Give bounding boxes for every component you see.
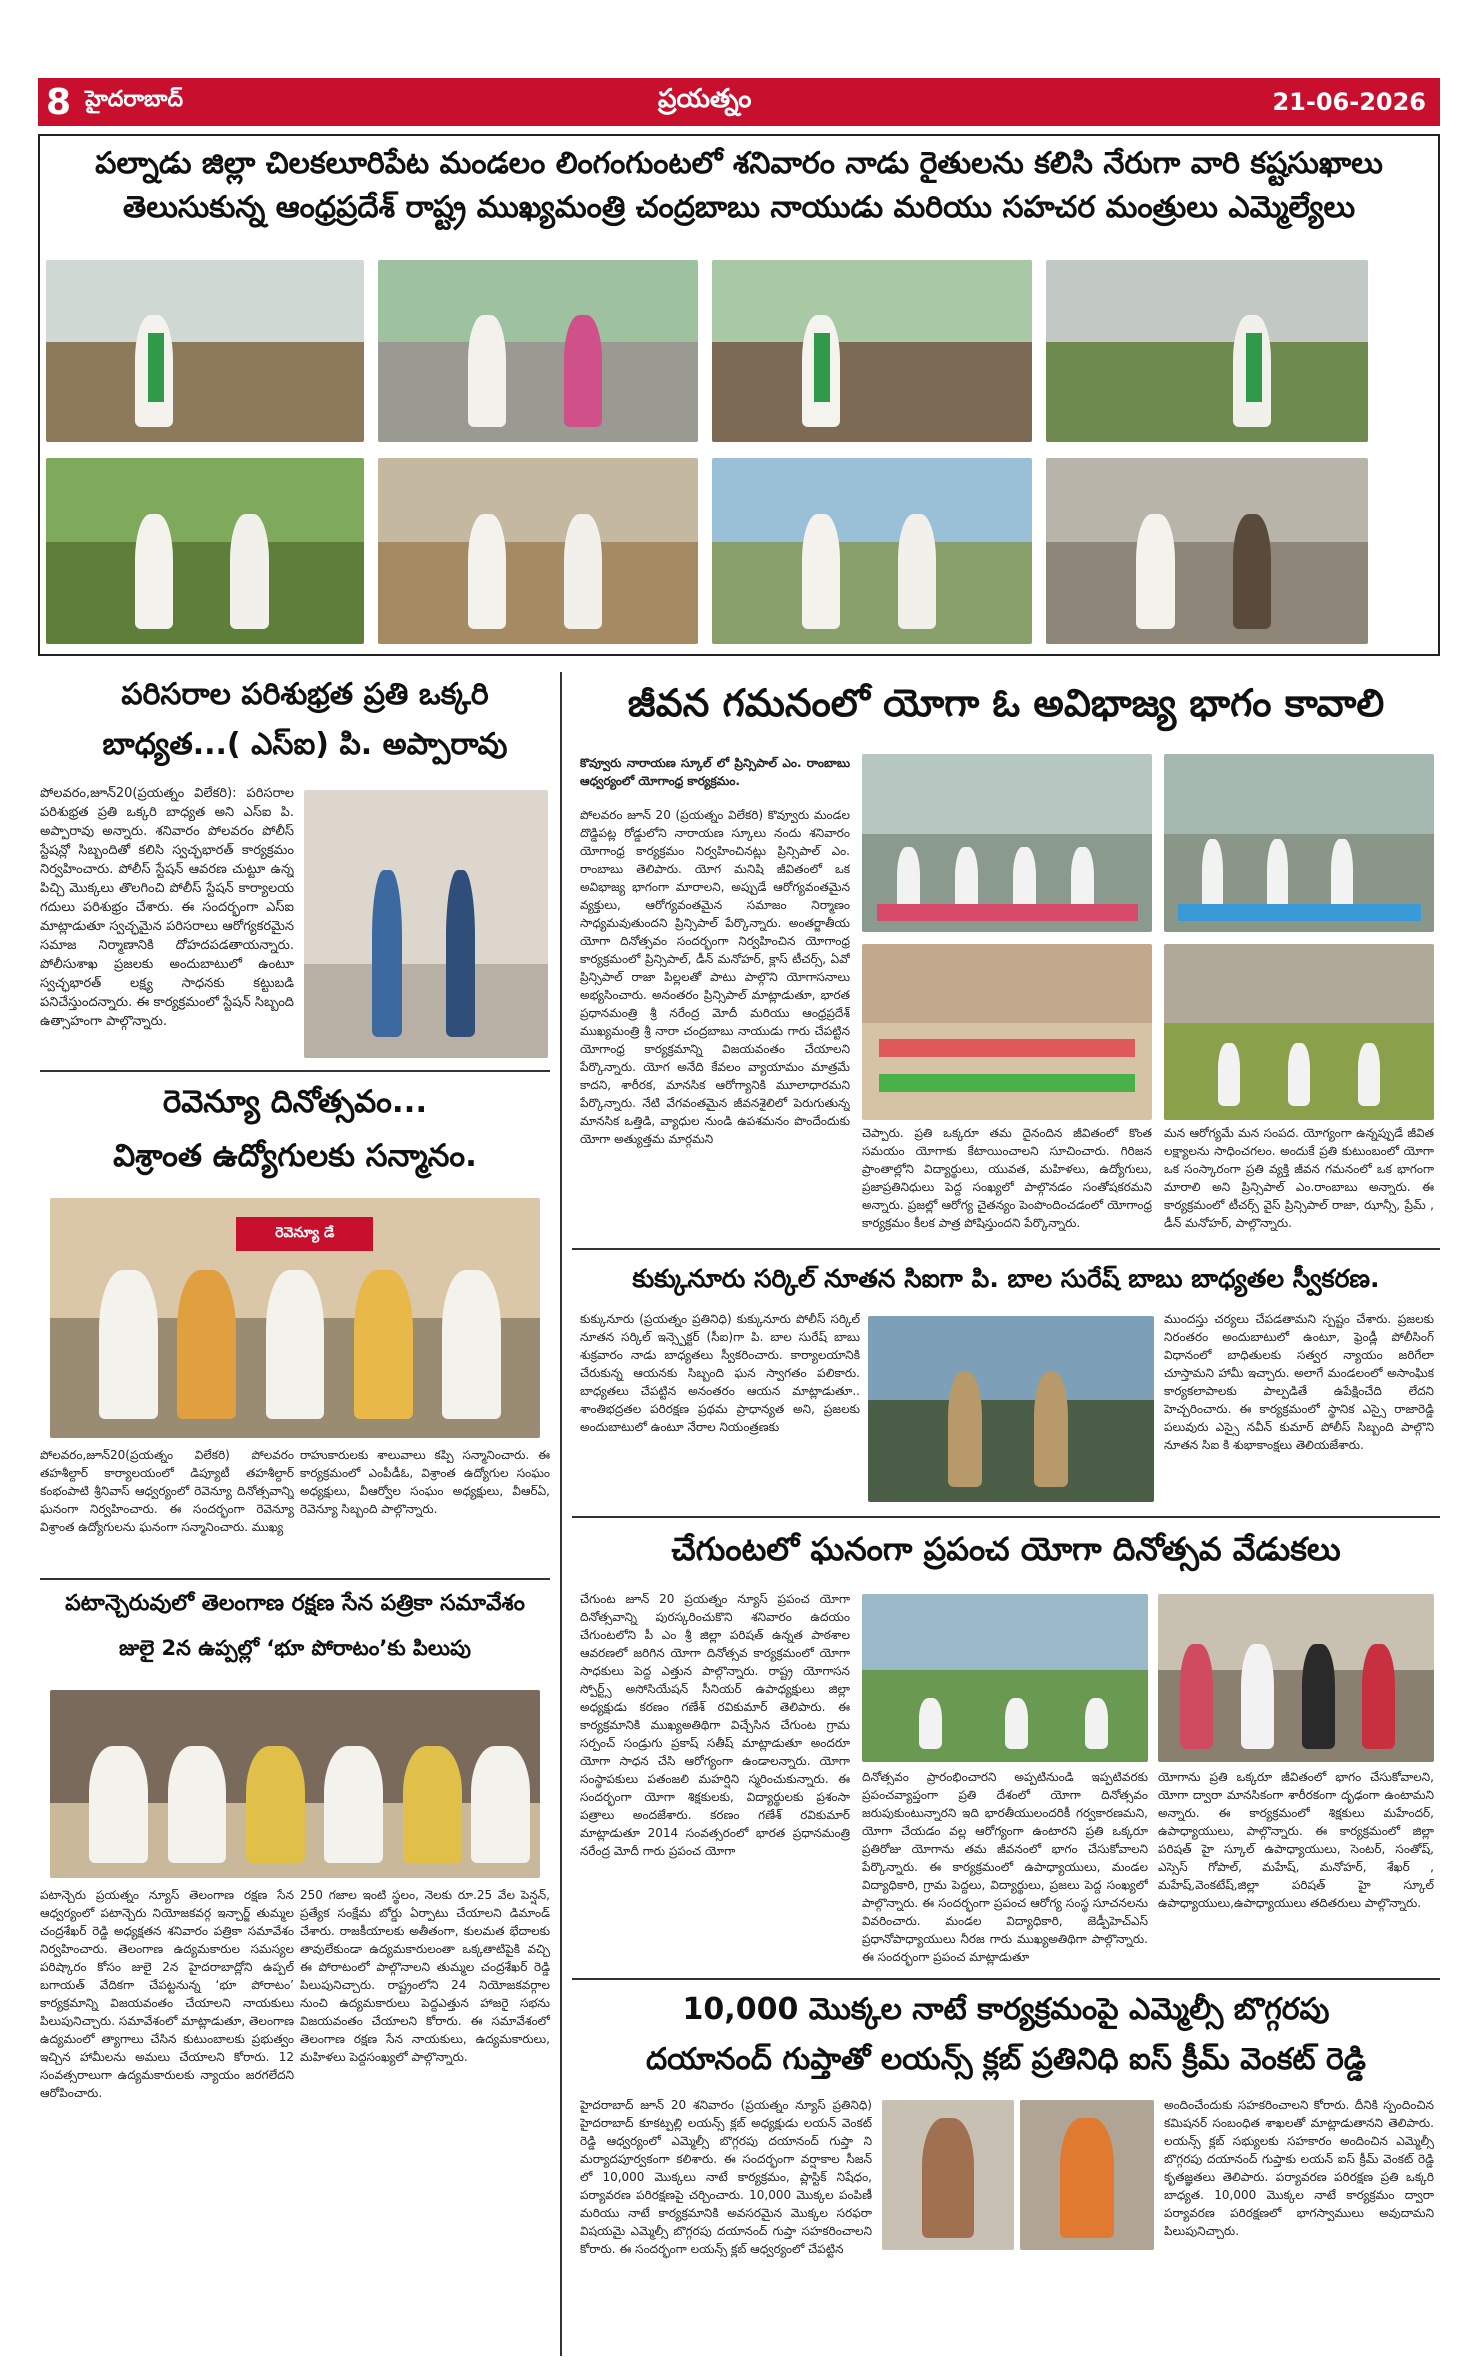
yoga-body-col3: మన ఆరోగ్యమే మన సంపద. యోగ్యంగా ఉన్నప్పుడే జీవిత లక్ష్యాలను సాధించగలం. అందుకే ప్రతి కుటుంబంలో యోగా ఒక సంస్కారంగా ప్రతి వ్యక్తి జీవన గమనంలో ఒక భాగంగా మారాలి అని ప్రిన్సిపాల్ ఎం.రాంబాబు అన్నారు. ఈ కార్యక్రమంలో టీచర్స్ వైస్ ప్రిన్సిపాల్ రాజా, ఝాన్సీ, ప్రేమ్ , డీన్ మనోహర్, పాల్గొన్నారు. — [1164, 1126, 1434, 1230]
paper-name: ప్రయత్నం — [658, 84, 752, 114]
chegunta-headline: చేగుంటలో ఘనంగా ప్రపంచ యోగా దినోత్సవ వేడుకలు — [671, 1530, 1341, 1568]
top-story-photo — [712, 458, 1032, 644]
yoga-body-col1: పోలవరం జూన్ 20 (ప్రయత్నం విలేకరి) కొవ్వూరు మండల దొడ్డిపట్ల రోడ్డులోని నారాయణ స్కూలు నందు శనివారం యోగాంధ్ర కార్యక్రమం నిర్వహించినట్లు ప్రిన్సిపాల్ ఎం. రాంబాబు తెలిపారు. యోగ మనిషి జీవితంలో ఒక అవిభాజ్య భాగంగా మారాలని, అప్పుడే ఆరోగ్యవంతమైన వ్యక్తులు, ఆరోగ్యవంతమైన సమాజం నిర్మాణం సాధ్యమవుతుందని ప్రిన్సిపాల్ పేర్కొన్నారు. అంతర్జాతీయ యోగా దినోత్సవం సందర్భంగా నిర్వహించిన యోగాంధ్ర కార్యక్రమంలో ప్రిన్సిపాల్, డీన్ మనోహర్, క్లాస్ టీచర్స్, ఏవో ప్రిన్సిపాల్ రాజా పిల్లలతో పాటు పాల్గొని యోగాసనాలు అభ్యసించారు. అనంతరం ప్రిన్సిపాల్ మాట్లాడుతూ, భారత ప్రధానమంత్రి శ్రీ నరేంద్ర మోదీ మరియు ఆంధ్రప్రదేశ్ ముఖ్యమంత్రి శ్రీ నారా చంద్రబాబు నాయుడు గారు చేపట్టిన యోగాంధ్ర కార్యక్రమాన్ని విజయవంతం చేయాలని పేర్కొన్నారు. యోగ అనేది కేవలం వ్యాయామం మాత్రమే కాదని, శారీరక, మానసిక ఆరోగ్యానికి మూలాధారమని పేర్కొన్నారు. నేటి వేగవంతమైన జీవనశైలిలో పెరుగుతున్న మానసిక ఒత్తిడి, వ్యాధుల నుండి ఉపశమనం పొందేందుకు యోగా అత్యుత్తమ మార్గమని — [580, 808, 850, 1146]
revenue-body-left: పోలవరం,జూన్20(ప్రయత్నం విలేకరి) పోలవరం తహశీల్దార్ కార్యాలయంలో డిప్యూటీ తహశీల్దార్ కంభంపాటి శ్రీనివాస్ ఆధ్వర్యంలో రెవెన్యూ దినోత్సవాన్ని ఘనంగా నిర్వహించారు. ఈ సందర్భంగా రెవెన్యూ విశ్రాంత ఉద్యోగులను ఘనంగా సన్మానించారు. ముఖ్య — [40, 1448, 294, 1534]
page-number: 8 — [46, 81, 72, 123]
revenue-headline-line1: రెవెన్యూ దినోత్సవం... — [162, 1084, 428, 1120]
telangana-headline-line2: జులై 2న ఉప్పల్లో ‘భూ పోరాటం’కు పిలుపు — [119, 1636, 471, 1660]
kukkunuru-headline: కుక్కునూరు సర్కిల్ నూతన సిఐగా పి. బాల సురేష్ బాబు బాధ్యతల స్వీకరణ. — [632, 1264, 1380, 1293]
divider — [572, 1516, 1440, 1518]
telangana-headline-line1: పటాన్చెరువులో తెలంగాణ రక్షణ సేన పత్రికా సమావేశం — [65, 1591, 525, 1616]
yoga-headline: జీవన గమనంలో యోగా ఓ అవిభాజ్య భాగం కావాలి — [627, 681, 1385, 725]
top-story-headline-line2: తెలుసుకున్న ఆంధ్రప్రదేశ్ రాష్ట్ర ముఖ్యమంత్రి చంద్రబాబు నాయుడు మరియు సహచర మంత్రులు ఎమ్మెల్యేలు — [122, 190, 1356, 225]
issue-date: 21-06-2026 — [1272, 88, 1426, 116]
yoga-subhead: కొవ్వూరు నారాయణ స్కూల్ లో ప్రిన్సిపాల్ ఎం. రాంబాబు ఆధ్వర్యంలో యోగాంధ్ర కార్యక్రమం. — [580, 756, 850, 788]
chegunta-photo — [1158, 1594, 1434, 1762]
chegunta-body-col1: చేగుంట జూన్ 20 ప్రయత్నం న్యూస్ ప్రపంచ యోగా దినోత్సవాన్ని పురస్కరించుకొని శనివారం ఉదయం చేగుంటలోని పీ ఎం శ్రీ జిల్లా పరిషత్ ఉన్నత పాఠశాల ఆవరణలో జరిగిన యోగా దినోత్సవ కార్యక్రమంలో యోగా సాధకులు పెద్ద ఎత్తున పాల్గొన్నారు. రాష్ట్ర యోగాసన స్పోర్ట్స్ అసోసియేషన్ సీనియర్ ఉపాధ్యక్షులు జిల్లా అధ్యక్షుడు కరణం గణేశ్ రవికుమార్ తెలిపారు. ఈ కార్యక్రమానికి ముఖ్యఅతిథిగా విచ్చేసిన చేగుంట గ్రామ సర్పంచ్ సండ్రుగు ప్రకాష్ సతీష్ మాట్లాడుతూ అందరూ యోగా సాధన చేసి ఆరోగ్యంగా ఉండాలన్నారు. యోగా సంస్థాపకులు పతంజలి మహర్షిని స్మరించుకున్నారు. ఈ సందర్భంగా యోగా శిక్షకులకు, విద్యార్థులకు ప్రశంసా పత్రాలు అందజేశారు. కరణం గణేశ్ రవికుమార్ మాట్లాడుతూ 2014 సంవత్సరంలో భారత ప్రధానమంత్రి నరేంద్ర మోదీ గారు ప్రపంచ యోగా — [580, 1592, 850, 1858]
cleanliness-headline-line2: బాధ్యత...( ఎస్ఐ) పి. అప్పారావు — [102, 727, 508, 762]
yoga-body-col2: చెప్పారు. ప్రతి ఒక్కరూ తమ దైనందిన జీవితంలో కొంత సమయం యోగాకు కేటాయించాలని సూచించారు. గిరిజన ప్రాంతాల్లోని విద్యార్థులు, యువత, మహిళలు, ఉద్యోగులు, ప్రజాప్రతినిధులు పెద్ద సంఖ్యలో పాల్గొనడం సంతోషకరమని అన్నారు. ప్రజల్లో ఆరోగ్య చైతన్యం పెంపొందించడంలో యోగాంధ్ర కార్యక్రమం కీలక పాత్ర పోషిస్తుందని పేర్కొన్నారు. — [862, 1126, 1152, 1230]
revenue-body-right: రాహుకారులకు శాలువాలు కప్పి సన్మానించారు. ఈ కార్యక్రమంలో ఎంపీడీఓ, విశ్రాంత ఉద్యోగుల సంఘం అధ్యక్షులు, వీఆర్వోల సంఘం అధ్యక్షులు, వీఆర్ఏ, రెవెన్యూ సిబ్బంది పాల్గొన్నారు. — [300, 1448, 550, 1516]
top-story — [38, 134, 1440, 656]
yoga-photo — [862, 754, 1152, 932]
lions-photo — [882, 2100, 1014, 2250]
chegunta-body-col3: యోగాను ప్రతి ఒక్కరూ జీవితంలో భాగం చేసుకోవాలని, యోగా ద్వారా మానసికంగా శారీరకంగా దృఢంగా ఉంటామని అన్నారు. ఈ కార్యక్రమంలో శిక్షకులు మహేందర్, ఉపాధ్యాయులు, పాల్గొన్నారు. ఈ కార్యక్రమంలో జిల్లా పరిషత్ హై స్కూల్ ఉపాధ్యాయులు, సెంటర్, సంతోష్, ఎస్సెస్ గోపాల్, మహేష్, మనోహర్, శేఖర్ , మహేష్,వెంకటేష్,జిల్లా పరిషత్ హై స్కూల్ ఉపాధ్యాయులు,ఉపాధ్యాయులు తదితరులు పాల్గొన్నారు. — [1158, 1770, 1434, 1910]
telangana-photo — [50, 1690, 540, 1878]
revenue-photo — [50, 1198, 540, 1438]
chegunta-photo — [862, 1594, 1148, 1762]
cleanliness-headline-line1: పరిసరాల పరిశుభ్రత ప్రతి ఒక్కరి — [121, 677, 489, 712]
divider — [40, 1070, 550, 1072]
lions-headline-line1: 10,000 మొక్కల నాటే కార్యక్రమంపై ఎమ్మెల్సీ బొగ్గరపు — [682, 1992, 1330, 2027]
telangana-body-col2: 250 గజాల ఇంటి స్థలం, నెలకు రూ.25 వేల పెన్షన్, ప్రత్యేక సంక్షేమ బోర్డు ఏర్పాటు చేయాలని డిమాండ్ చేశారు. రాజకీయాలకు అతీతంగా, కులమత భేదాలకు తావులేకుండా ఉద్యమకారులంతా ఒక్కతాటిపైకి వచ్చి ఈ పోరాటంలో పాల్గొనాలని తుమ్మల చంద్రశేఖర్ రెడ్డి పిలుపునిచ్చారు. రాష్ట్రంలోని 24 నియోజకవర్గాల నుంచి ఉద్యమకారులు పెద్దఎత్తున హాజరై సభను విజయవంతం చేయాలని కోరారు. ఈ సమావేశంలో తెలంగాణ రక్షణ సేన నాయకులు, ఉద్యమకారులు, మహిళలు పెద్దసంఖ్యలో పాల్గొన్నారు. — [300, 1888, 550, 2064]
chegunta-body-col2: దినోత్సవం ప్రారంభించారని అప్పటినుండి ఇప్పటివరకు ప్రపంచవ్యాప్తంగా ప్రతి దేశంలో యోగా దినోత్సవం జరుపుకుంటున్నారని ఇది భారతీయులందరికీ గర్వకారణమని, యోగా చేయడం వల్ల ఆరోగ్యంగా ఉంటారని ప్రతి ఒక్కరూ ప్రతిరోజు యోగాను తమ జీవనంలో భాగం చేసుకోవాలని పేర్కొన్నారు. ఈ కార్యక్రమంలో ఉపాధ్యాయులు, మండల విద్యాధికారి, గ్రామ పెద్దలు, విద్యార్థులు, ప్రజలు పెద్ద సంఖ్యలో పాల్గొన్నారు. ఈ సందర్భంగా ప్రపంచ ఆరోగ్య సంస్థ సూచనలను వివరించారు. మండల విద్యాధికారి, జెడ్పీహెచ్ఎస్ ప్రధానోపాధ్యాయులు నీరజ గారు ముఖ్యఅతిథిగా పాల్గొన్నారు. ఈ సందర్భంగా ప్రపంచ మాట్లాడుతూ — [862, 1770, 1148, 1964]
top-story-photo — [46, 260, 364, 442]
column-divider — [560, 672, 562, 2356]
lions-body-left: హైదరాబాద్ జూన్ 20 శనివారం (ప్రయత్నం న్యూస్ ప్రతినిధి) హైదరాబాద్ కూకట్పల్లి లయన్స్ క్లబ్ అధ్యక్షుడు లయన్ వెంకట్ రెడ్డి ఆధ్వర్యంలో ఎమ్మెల్సీ బొగ్గరపు దయానంద్ గుప్తా ని మర్యాదపూర్వకంగా కలిశారు. ఈ సందర్భంగా వర్షాకాల సీజన్ లో 10,000 మొక్కలు నాటే కార్యక్రమం, ప్లాస్టిక్ నిషేధం, పర్యావరణ పరిరక్షణపై చర్చించారు. 10,000 మొక్కల పంపిణీ మరియు నాటే కార్యక్రమానికి అవసరమైన మొక్కల సరఫరా విషయమై ఎమ్మెల్సీ బొగ్గరపు దయానంద్ గుప్తా సహకరించాలని కోరారు. ఈ సందర్భంగా లయన్స్ క్లబ్ ఆధ్వర్యంలో చేపట్టిన — [580, 2098, 872, 2256]
city-name: హైదరాబాద్ — [85, 87, 184, 112]
top-story-headline-line1: పల్నాడు జిల్లా చిలకలూరిపేట మండలం లింగంగుంటలో శనివారం నాడు రైతులను కలిసి నేరుగా వారి కష్టసుఖాలు — [95, 146, 1383, 181]
top-story-photo — [378, 260, 698, 442]
top-story-photo — [378, 458, 698, 644]
divider — [40, 1578, 550, 1580]
lions-headline-line2: దయానంద్ గుప్తాతో లయన్స్ క్లబ్ ప్రతినిధి ఐస్ క్రీమ్ వెంకట్ రెడ్డి — [646, 2042, 1366, 2077]
telangana-body-col1: పటాన్చెరు ప్రయత్నం న్యూస్ తెలంగాణ రక్షణ సేన ఆధ్వర్యంలో పటాన్చెరు నియోజకవర్గ ఇన్చార్జ్ తుమ్మల చంద్రశేఖర్ రెడ్డి అధ్యక్షతన శనివారం పత్రికా సమావేశం నిర్వహించారు. తెలంగాణ ఉద్యమకారుల సమస్యల పరిష్కారం కోసం జులై 2న హైదరాబాద్లోని ఉప్పల్ బగాయత్ వేదికగా చేపట్టనున్న ‘భూ పోరాటం’ కార్యక్రమాన్ని విజయవంతం చేయాలని నాయకులు పిలుపునిచ్చారు. సమావేశంలో మాట్లాడుతూ, తెలంగాణ ఉద్యమంలో త్యాగాలు చేసిన కుటుంబాలకు ప్రభుత్వం ఇచ్చిన హామీలను అమలు చేయాలని కోరారు. 12 సంవత్సరాలుగా ఉద్యమకారులకు న్యాయం జరగలేదని ఆరోపించారు. — [40, 1888, 294, 2100]
top-story-photo — [1046, 458, 1368, 644]
top-story-photo — [712, 260, 1032, 442]
kukkunuru-photo — [868, 1316, 1154, 1502]
yoga-photo — [1164, 944, 1434, 1120]
revenue-headline-line2: విశ్రాంత ఉద్యోగులకు సన్మానం. — [113, 1138, 477, 1174]
cleanliness-body: పోలవరం,జూన్20(ప్రయత్నం విలేకరి): పరిసరాల పరిశుభ్రత ప్రతి ఒక్కరి బాధ్యత అని ఎస్ఐ పి. అప్పారావు అన్నారు. శనివారం పోలవరం పోలీస్ స్టేషన్లో సిబ్బందితో కలిసి స్వచ్ఛభారత్ కార్యక్రమం నిర్వహించారు. పోలీస్ స్టేషన్ ఆవరణ చుట్టూ ఉన్న పిచ్చి మొక్కలు తొలగించి పోలీస్ స్టేషన్ కార్యాలయ గదులు పరిశుభ్రం చేశారు. ఈ సందర్భంగా ఎస్ఐ మాట్లాడుతూ స్వచ్ఛమైన పరిసరాలు ఆరోగ్యకరమైన సమాజ నిర్మాణానికి దోహదపడతాయన్నారు. పోలీసుశాఖ ప్రజలకు అందుబాటులో ఉంటూ స్వచ్ఛభారత్ లక్ష్య సాధనకు కట్టుబడి పనిచేస్తుందన్నారు. ఈ కార్యక్రమంలో స్టేషన్ సిబ్బంది ఉత్సాహంగా పాల్గొన్నారు. — [40, 786, 294, 1029]
yoga-photo — [862, 944, 1152, 1120]
lions-body-right: అందించేందుకు సహకరించాలని కోరారు. దీనికి స్పందించిన కమిషనర్ సంబంధిత శాఖలతో మాట్లాడుతానని తెలిపారు. లయన్స్ క్లబ్ సభ్యులకు సహకారం అందించిన ఎమ్మెల్సీ బొగ్గరపు దయానంద్ గుప్తాకు లయన్ ఐస్ క్రీమ్ వెంకట్ రెడ్డి కృతజ్ఞతలు తెలిపారు. పర్యావరణ పరిరక్షణ ప్రతి ఒక్కరి బాధ్యత. 10,000 మొక్కల నాటే కార్యక్రమం ద్వారా పర్యావరణ పరిరక్షణలో భాగస్వాములు అవుదామని పిలుపునిచ్చారు. — [1164, 2098, 1434, 2238]
divider — [572, 1248, 1440, 1250]
kukkunuru-body-right: ముందస్తు చర్యలు చేపడతామని స్పష్టం చేశారు. ప్రజలకు నిరంతరం అందుబాటులో ఉంటూ, ఫ్రెండ్లీ పోలీసింగ్ విధానంలో బాధితులకు సత్వర న్యాయం జరిగేలా చూస్తామని హామీ ఇచ్చారు. అలాగే మండలంలో అసాంఘిక కార్యకలాపాలకు పాల్పడితే ఉపేక్షించేది లేదని హెచ్చరించారు. ఈ కార్యక్రమంలో స్థానిక ఎస్సై రాజారెడ్డి పలువురు ఎస్సై నవీన్ కుమార్ పోలీస్ సిబ్బంది పాల్గొని నూతన సిఐ కి శుభాకాంక్షలు తెలియజేశారు. — [1164, 1312, 1434, 1452]
top-story-photo — [46, 458, 364, 644]
revenue-banner: రెవెన్యూ డే — [236, 1217, 373, 1251]
cleanliness-photo — [304, 790, 548, 1058]
masthead — [38, 78, 1440, 126]
yoga-photo — [1164, 754, 1434, 932]
divider — [572, 1978, 1440, 1980]
kukkunuru-body-left: కుక్కునూరు (ప్రయత్నం ప్రతినిధి) కుక్కునూరు పోలీస్ సర్కిల్ నూతన సర్కిల్ ఇన్స్పెక్టర్ (సీఐ)గా పి. బాల సురేష్ బాబు శుక్రవారం నాడు బాధ్యతలు స్వీకరించారు. కార్యాలయానికి చేరుకున్న ఆయనకు సిబ్బంది ఘన స్వాగతం పలికారు. బాధ్యతలు చేపట్టిన అనంతరం ఆయన మాట్లాడుతూ.. శాంతిభద్రతల పరిరక్షణ ప్రథమ ప్రాధాన్యత అని, ప్రజలకు అందుబాటులో ఉంటూ నేరాల నియంత్రణకు — [580, 1312, 860, 1434]
top-story-photo — [1046, 260, 1368, 442]
lions-photo — [1020, 2100, 1154, 2250]
